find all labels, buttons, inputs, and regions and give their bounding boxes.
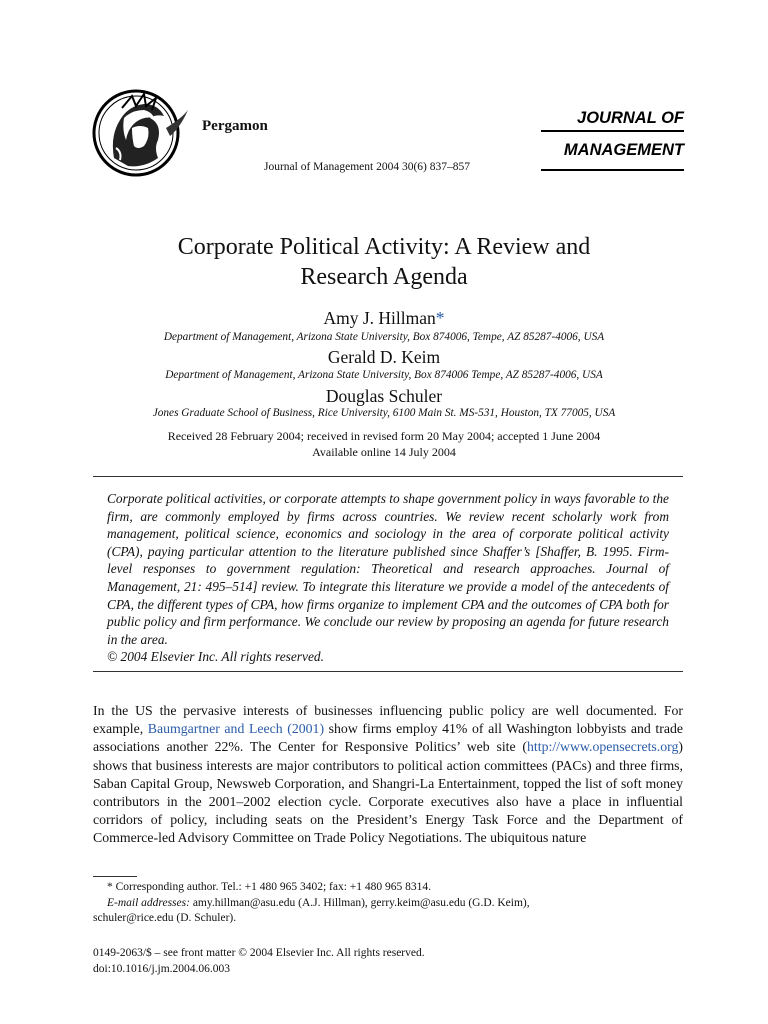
email-list[interactable]: amy.hillman@asu.edu (A.J. Hillman), gerry.keim@asu.edu (G.D. Keim), xyxy=(189,896,530,909)
author-2-name: Gerald D. Keim xyxy=(327,347,441,367)
received-dates: Received 28 February 2004; received in revised form 20 May 2004; accepted 1 June 2004 xyxy=(167,429,601,443)
author-3-name: Douglas Schuler xyxy=(325,386,443,406)
footnote-rule xyxy=(93,876,137,877)
publisher-logo xyxy=(92,88,190,178)
available-online: Available online 14 July 2004 xyxy=(312,445,456,459)
abstract-rule-bottom xyxy=(93,671,683,672)
author-3-affiliation: Jones Graduate School of Business, Rice University, 6100 Main St. MS-531, Houston, TX 77005, USA xyxy=(152,407,616,419)
opensecrets-link[interactable]: http://www.opensecrets.org xyxy=(527,739,679,755)
abstract xyxy=(107,490,669,666)
author-1-name: Amy J. Hillman xyxy=(323,308,436,328)
corresponding-author-note: * Corresponding author. Tel.: +1 480 965 3402; fax: +1 480 965 8314. xyxy=(107,881,432,893)
title-line-2: Research Agenda xyxy=(300,264,468,290)
body-text-1: In the US the pervasive interests of businesses influencing public policy are well documented. For example, xyxy=(93,703,683,737)
brand-rule-top xyxy=(541,130,684,132)
journal-brand-line1: JOURNAL OF xyxy=(577,109,684,127)
body-text-2: show firms employ 41% of all Washington lobbyists and trade associations another 22%. The Center for Responsive Politics’ web site ( xyxy=(93,721,683,755)
abstract-text: Corporate political activities, or corporate attempts to shape government policy in ways favorable to the firm, are commonly employed by firms across countries. We review recent scholarly work from management, political science, economics and sociology in the area of corporate political activity (CPA), paying particular attention to the literature published since Shaffer’s [Shaffer, B. 1995. Firm-level responses to government regulation: Theoretical and research approaches. Journal of Management, 21: 495–514] review. To integrate this literature we provide a model of the antecedents of CPA, the different types of CPA, how firms organize to implement CPA and the outcomes of CPA both for public policy and firm performance. We conclude our review by proposing an agenda for future research in the area. xyxy=(107,491,669,647)
publisher-name: Pergamon xyxy=(202,118,268,134)
body-paragraph xyxy=(93,702,683,848)
issn-block xyxy=(93,946,425,977)
body-text-3: ) shows that business interests are major contributors to political action committees (PACs) and three firms, Saban Capital Group, Newsweb Corporation, and Shangri-La Entertainment, topped the list of soft money contributors in the 2001–2002 election cycle. Corporate executives also have a place in influential corridors of policy, including seats on the President’s Energy Task Force and the Department of Commerce-led Advisory Committee on Trade Policy Negotiations. The ubiquitous nature xyxy=(93,739,683,846)
author-2-affiliation: Department of Management, Arizona State University, Box 874006 Tempe, AZ 85287-4006, USA xyxy=(165,369,603,381)
email-list-cont[interactable]: schuler@rice.edu (D. Schuler). xyxy=(93,912,237,924)
abstract-rule-top xyxy=(93,476,683,477)
article-dates xyxy=(60,428,708,460)
corresponding-author-mark[interactable]: * xyxy=(435,308,445,328)
email-addresses xyxy=(93,896,683,912)
email-label: E-mail addresses: xyxy=(107,896,190,909)
journal-brand-line2: MANAGEMENT xyxy=(563,141,684,159)
journal-citation: Journal of Management 2004 30(6) 837–857 xyxy=(264,161,471,173)
citation-link-baumgartner[interactable]: Baumgartner and Leech (2001) xyxy=(147,721,325,737)
author-1-affiliation: Department of Management, Arizona State University, Box 874006, Tempe, AZ 85287-4006, USA xyxy=(163,331,605,343)
author-name xyxy=(60,308,708,329)
article-title xyxy=(60,232,708,292)
doi-line: doi:10.1016/j.jm.2004.06.003 xyxy=(93,962,231,975)
title-line-1: Corporate Political Activity: A Review and xyxy=(177,234,591,260)
journal-brand xyxy=(540,102,684,166)
abstract-copyright: © 2004 Elsevier Inc. All rights reserved. xyxy=(107,649,324,665)
issn-line: 0149-2063/$ – see front matter © 2004 Elsevier Inc. All rights reserved. xyxy=(93,947,425,959)
footnotes xyxy=(93,880,683,927)
brand-rule-bottom xyxy=(541,169,684,171)
